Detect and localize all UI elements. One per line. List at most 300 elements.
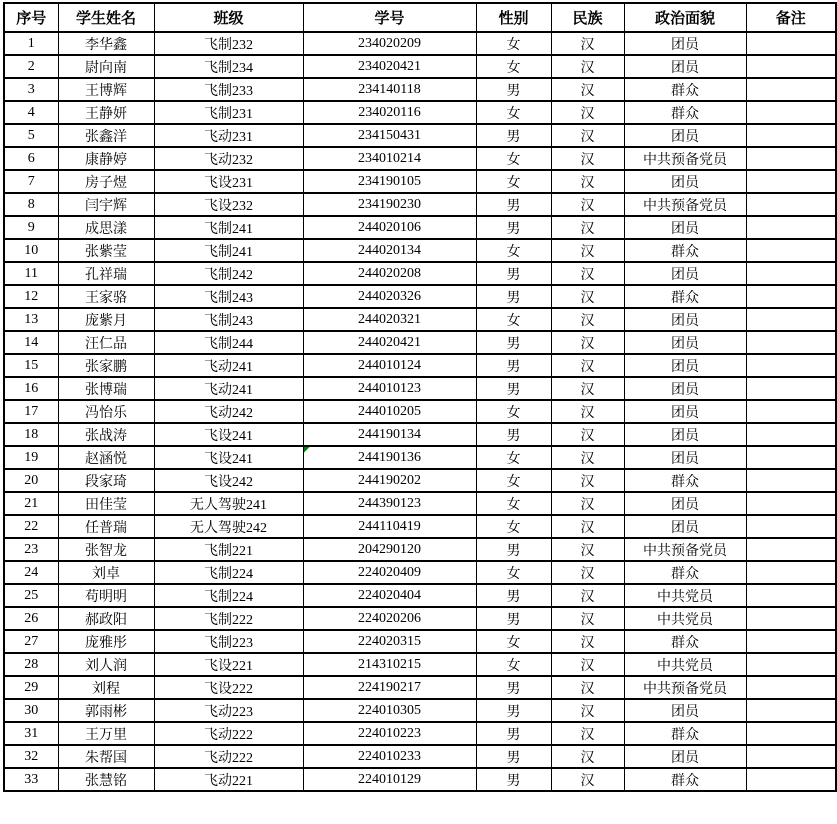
table-cell: 汉 (551, 32, 624, 55)
table-cell: 汉 (551, 538, 624, 561)
table-cell: 团员 (624, 354, 746, 377)
table-cell: 11 (4, 262, 58, 285)
table-cell (746, 607, 836, 630)
table-cell: 女 (476, 630, 551, 653)
table-cell: 汉 (551, 78, 624, 101)
table-cell: 团员 (624, 308, 746, 331)
table-cell: 18 (4, 423, 58, 446)
table-cell: 刘卓 (58, 561, 154, 584)
table-cell: 汉 (551, 607, 624, 630)
table-cell (746, 239, 836, 262)
table-cell: 飞制222 (154, 607, 303, 630)
table-cell: 男 (476, 331, 551, 354)
table-cell (746, 216, 836, 239)
table-cell: 汉 (551, 285, 624, 308)
table-row (4, 653, 836, 676)
table-row (4, 630, 836, 653)
table-row (4, 400, 836, 423)
table-cell: 汉 (551, 147, 624, 170)
table-row (4, 676, 836, 699)
table-cell: 汉 (551, 193, 624, 216)
table-cell: 27 (4, 630, 58, 653)
table-cell: 244390123 (303, 492, 476, 515)
table-cell: 女 (476, 561, 551, 584)
table-cell: 王博辉 (58, 78, 154, 101)
table-cell (746, 699, 836, 722)
table-cell: 244020208 (303, 262, 476, 285)
table-cell (746, 400, 836, 423)
table-cell: 飞制241 (154, 216, 303, 239)
table-cell: 团员 (624, 400, 746, 423)
table-cell: 飞动232 (154, 147, 303, 170)
table-cell: 汉 (551, 699, 624, 722)
table-cell: 汉 (551, 653, 624, 676)
table-cell: 汉 (551, 446, 624, 469)
table-row (4, 423, 836, 446)
table-cell: 13 (4, 308, 58, 331)
table-cell: 康静婷 (58, 147, 154, 170)
table-cell: 成思漾 (58, 216, 154, 239)
table-cell: 15 (4, 354, 58, 377)
table-cell: 无人驾驶241 (154, 492, 303, 515)
table-cell: 团员 (624, 699, 746, 722)
table-cell: 汉 (551, 262, 624, 285)
table-cell: 24 (4, 561, 58, 584)
table-cell: 男 (476, 745, 551, 768)
table-row (4, 699, 836, 722)
table-row (4, 308, 836, 331)
table-cell: 飞设242 (154, 469, 303, 492)
table-cell: 飞动222 (154, 745, 303, 768)
table-cell: 汉 (551, 745, 624, 768)
table-cell: 男 (476, 538, 551, 561)
table-cell: 234150431 (303, 124, 476, 147)
table-cell: 飞制234 (154, 55, 303, 78)
table-row (4, 446, 836, 469)
table-row (4, 331, 836, 354)
table-cell: 234190105 (303, 170, 476, 193)
table-cell: 群众 (624, 78, 746, 101)
table-cell: 244020321 (303, 308, 476, 331)
table-cell: 224020404 (303, 584, 476, 607)
table-cell: 群众 (624, 630, 746, 653)
table-row (4, 285, 836, 308)
table-cell: 204290120 (303, 538, 476, 561)
table-cell (746, 193, 836, 216)
table-cell: 团员 (624, 446, 746, 469)
table-cell: 244020106 (303, 216, 476, 239)
table-cell: 男 (476, 699, 551, 722)
table-cell: 16 (4, 377, 58, 400)
table-cell (746, 170, 836, 193)
table-cell: 224010233 (303, 745, 476, 768)
table-cell: 团员 (624, 124, 746, 147)
table-cell: 房子煜 (58, 170, 154, 193)
table-cell: 30 (4, 699, 58, 722)
table-cell: 团员 (624, 377, 746, 400)
column-header: 民族 (551, 3, 624, 32)
table-row (4, 561, 836, 584)
table-cell (746, 469, 836, 492)
table-cell: 29 (4, 676, 58, 699)
table-cell (746, 768, 836, 791)
table-cell (746, 492, 836, 515)
table-cell: 31 (4, 722, 58, 745)
table-cell: 飞制242 (154, 262, 303, 285)
table-cell: 飞制232 (154, 32, 303, 55)
table-cell: 团员 (624, 262, 746, 285)
table-cell: 田佳莹 (58, 492, 154, 515)
table-cell: 王万里 (58, 722, 154, 745)
table-cell: 汉 (551, 423, 624, 446)
table-cell: 男 (476, 377, 551, 400)
table-cell (746, 55, 836, 78)
table-cell: 22 (4, 515, 58, 538)
column-header: 班级 (154, 3, 303, 32)
table-cell: 男 (476, 584, 551, 607)
table-cell: 张鑫洋 (58, 124, 154, 147)
table-cell: 飞动222 (154, 722, 303, 745)
table-cell (746, 308, 836, 331)
table-row (4, 193, 836, 216)
table-cell: 汉 (551, 469, 624, 492)
table-cell: 244010124 (303, 354, 476, 377)
table-cell (746, 124, 836, 147)
table-row (4, 216, 836, 239)
table-cell: 汉 (551, 492, 624, 515)
table-cell (746, 561, 836, 584)
table-cell: 中共党员 (624, 607, 746, 630)
green-triangle-error-indicator-icon (304, 447, 310, 453)
table-row (4, 32, 836, 55)
table-row (4, 768, 836, 791)
table-cell: 214310215 (303, 653, 476, 676)
table-cell: 中共预备党员 (624, 147, 746, 170)
table-cell: 飞设221 (154, 653, 303, 676)
table-cell: 32 (4, 745, 58, 768)
table-row (4, 492, 836, 515)
table-cell: 张家鹏 (58, 354, 154, 377)
table-cell: 飞动231 (154, 124, 303, 147)
table-cell: 244110419 (303, 515, 476, 538)
table-row (4, 262, 836, 285)
column-header: 备注 (746, 3, 836, 32)
table-cell: 飞制243 (154, 285, 303, 308)
table-cell: 庞雅彤 (58, 630, 154, 653)
student-roster-table (3, 2, 837, 792)
table-cell (746, 262, 836, 285)
table-cell: 汉 (551, 331, 624, 354)
table-cell: 234020116 (303, 101, 476, 124)
table-cell (746, 78, 836, 101)
table-row (4, 377, 836, 400)
table-cell: 刘程 (58, 676, 154, 699)
table-cell (746, 653, 836, 676)
table-cell: 234140118 (303, 78, 476, 101)
table-cell: 群众 (624, 239, 746, 262)
table-cell: 王家骆 (58, 285, 154, 308)
table-cell (746, 745, 836, 768)
table-cell: 6 (4, 147, 58, 170)
table-cell: 男 (476, 423, 551, 446)
table-row (4, 515, 836, 538)
table-cell: 女 (476, 170, 551, 193)
header-row (4, 3, 836, 32)
table-cell: 中共党员 (624, 584, 746, 607)
table-cell: 团员 (624, 32, 746, 55)
table-cell (746, 423, 836, 446)
table-cell: 刘人润 (58, 653, 154, 676)
table-cell: 244010205 (303, 400, 476, 423)
table-row (4, 239, 836, 262)
table-cell: 飞动241 (154, 354, 303, 377)
table-cell: 女 (476, 308, 551, 331)
table-cell: 244020421 (303, 331, 476, 354)
table-cell: 庞紫月 (58, 308, 154, 331)
table-cell: 飞制221 (154, 538, 303, 561)
table-row (4, 101, 836, 124)
table-cell: 飞设231 (154, 170, 303, 193)
table-cell (746, 446, 836, 469)
table-cell: 孔祥瑞 (58, 262, 154, 285)
table-cell: 12 (4, 285, 58, 308)
table-cell: 飞制233 (154, 78, 303, 101)
table-cell: 汉 (551, 515, 624, 538)
table-cell: 飞动223 (154, 699, 303, 722)
table-cell: 郝政阳 (58, 607, 154, 630)
table-cell: 男 (476, 124, 551, 147)
table-cell: 25 (4, 584, 58, 607)
table-row (4, 147, 836, 170)
table-cell: 汉 (551, 124, 624, 147)
table-cell: 团员 (624, 331, 746, 354)
table-cell: 群众 (624, 561, 746, 584)
table-cell: 团员 (624, 170, 746, 193)
table-cell: 群众 (624, 469, 746, 492)
column-header: 学号 (303, 3, 476, 32)
table-cell: 团员 (624, 423, 746, 446)
table-cell: 224020206 (303, 607, 476, 630)
table-cell: 女 (476, 400, 551, 423)
table-cell: 8 (4, 193, 58, 216)
table-cell: 赵涵悦 (58, 446, 154, 469)
table-row (4, 78, 836, 101)
table-cell: 团员 (624, 515, 746, 538)
table-row (4, 170, 836, 193)
table-cell: 244020134 (303, 239, 476, 262)
table-body (4, 32, 836, 791)
table-cell: 冯怡乐 (58, 400, 154, 423)
table-cell: 团员 (624, 492, 746, 515)
table-cell: 王静妍 (58, 101, 154, 124)
table-cell: 10 (4, 239, 58, 262)
table-cell: 男 (476, 354, 551, 377)
table-cell: 群众 (624, 285, 746, 308)
table-cell: 汉 (551, 354, 624, 377)
table-cell: 女 (476, 446, 551, 469)
table-cell: 21 (4, 492, 58, 515)
column-header: 政治面貌 (624, 3, 746, 32)
table-cell: 女 (476, 55, 551, 78)
table-cell: 5 (4, 124, 58, 147)
table-cell: 飞动242 (154, 400, 303, 423)
table-cell (746, 101, 836, 124)
table-cell: 汉 (551, 630, 624, 653)
table-cell: 224010129 (303, 768, 476, 791)
table-cell: 李华鑫 (58, 32, 154, 55)
table-cell: 男 (476, 193, 551, 216)
table-cell: 224020409 (303, 561, 476, 584)
table-row (4, 584, 836, 607)
table-cell: 段家琦 (58, 469, 154, 492)
table-cell: 33 (4, 768, 58, 791)
table-cell: 张战涛 (58, 423, 154, 446)
table-cell: 14 (4, 331, 58, 354)
table-cell: 224020315 (303, 630, 476, 653)
table-cell: 1 (4, 32, 58, 55)
table-cell: 女 (476, 32, 551, 55)
table-cell (746, 32, 836, 55)
table-cell: 20 (4, 469, 58, 492)
table-cell: 飞动241 (154, 377, 303, 400)
table-cell: 汉 (551, 170, 624, 193)
column-header: 序号 (4, 3, 58, 32)
table-cell: 郭雨彬 (58, 699, 154, 722)
table-cell: 244190136 (303, 446, 476, 469)
table-cell: 团员 (624, 55, 746, 78)
table-cell: 飞制241 (154, 239, 303, 262)
table-cell: 244020326 (303, 285, 476, 308)
table-cell: 女 (476, 147, 551, 170)
table-cell: 飞制224 (154, 584, 303, 607)
table-cell: 女 (476, 515, 551, 538)
column-header: 性别 (476, 3, 551, 32)
table-cell (746, 630, 836, 653)
table-cell (746, 538, 836, 561)
table-cell: 男 (476, 722, 551, 745)
table-cell: 男 (476, 768, 551, 791)
table-cell: 飞制243 (154, 308, 303, 331)
table-cell: 汉 (551, 55, 624, 78)
table-row (4, 722, 836, 745)
table-cell: 男 (476, 216, 551, 239)
table-cell: 7 (4, 170, 58, 193)
table-cell: 女 (476, 492, 551, 515)
table-cell: 男 (476, 285, 551, 308)
table-cell: 汉 (551, 308, 624, 331)
table-cell: 男 (476, 262, 551, 285)
table-cell: 244010123 (303, 377, 476, 400)
table-cell: 女 (476, 653, 551, 676)
table-row (4, 124, 836, 147)
table-cell: 234190230 (303, 193, 476, 216)
table-cell: 群众 (624, 722, 746, 745)
table-cell: 23 (4, 538, 58, 561)
table-cell: 汉 (551, 101, 624, 124)
table-cell: 飞制231 (154, 101, 303, 124)
table-cell (746, 584, 836, 607)
table-cell: 26 (4, 607, 58, 630)
table-cell: 19 (4, 446, 58, 469)
table-cell: 汪仁品 (58, 331, 154, 354)
table-cell: 尉向南 (58, 55, 154, 78)
table-cell: 234020421 (303, 55, 476, 78)
table-cell: 汉 (551, 676, 624, 699)
table-cell: 224190217 (303, 676, 476, 699)
table-cell: 闫宇辉 (58, 193, 154, 216)
table-cell: 汉 (551, 400, 624, 423)
table-cell: 张智龙 (58, 538, 154, 561)
table-cell: 28 (4, 653, 58, 676)
table-cell: 汉 (551, 561, 624, 584)
table-cell: 男 (476, 607, 551, 630)
table-cell: 飞动221 (154, 768, 303, 791)
table-row (4, 607, 836, 630)
table-cell: 244190202 (303, 469, 476, 492)
table-cell: 汉 (551, 722, 624, 745)
table-cell (746, 377, 836, 400)
table-cell: 2 (4, 55, 58, 78)
table-row (4, 469, 836, 492)
table-cell: 飞设222 (154, 676, 303, 699)
table-cell: 汉 (551, 377, 624, 400)
table-cell: 女 (476, 101, 551, 124)
table-cell: 飞制244 (154, 331, 303, 354)
table-cell: 244190134 (303, 423, 476, 446)
table-cell: 汉 (551, 216, 624, 239)
table-cell: 张慧铭 (58, 768, 154, 791)
table-cell: 张博瑞 (58, 377, 154, 400)
table-cell: 汉 (551, 584, 624, 607)
table-cell: 任普瑞 (58, 515, 154, 538)
table-cell: 女 (476, 469, 551, 492)
table-cell: 张紫莹 (58, 239, 154, 262)
table-cell: 团员 (624, 745, 746, 768)
table-row (4, 354, 836, 377)
table-cell: 飞设232 (154, 193, 303, 216)
table-cell: 224010305 (303, 699, 476, 722)
table-cell: 朱帮国 (58, 745, 154, 768)
table-cell: 中共预备党员 (624, 193, 746, 216)
table-cell: 汉 (551, 768, 624, 791)
table-cell: 224010223 (303, 722, 476, 745)
table-cell (746, 285, 836, 308)
table-cell: 飞制223 (154, 630, 303, 653)
table-cell: 团员 (624, 216, 746, 239)
table-cell (746, 354, 836, 377)
table-cell (746, 515, 836, 538)
table-row (4, 55, 836, 78)
table-cell: 男 (476, 676, 551, 699)
table-cell: 飞设241 (154, 423, 303, 446)
table-cell: 234020209 (303, 32, 476, 55)
table-cell: 汉 (551, 239, 624, 262)
table-cell (746, 147, 836, 170)
table-cell: 17 (4, 400, 58, 423)
table-cell: 女 (476, 239, 551, 262)
table-cell: 群众 (624, 768, 746, 791)
table-cell: 男 (476, 78, 551, 101)
table-row (4, 745, 836, 768)
table-cell: 群众 (624, 101, 746, 124)
table-cell: 中共党员 (624, 653, 746, 676)
table-row (4, 538, 836, 561)
table-cell: 9 (4, 216, 58, 239)
table-cell (746, 676, 836, 699)
table-cell: 4 (4, 101, 58, 124)
table-cell: 3 (4, 78, 58, 101)
table-cell: 苟明明 (58, 584, 154, 607)
